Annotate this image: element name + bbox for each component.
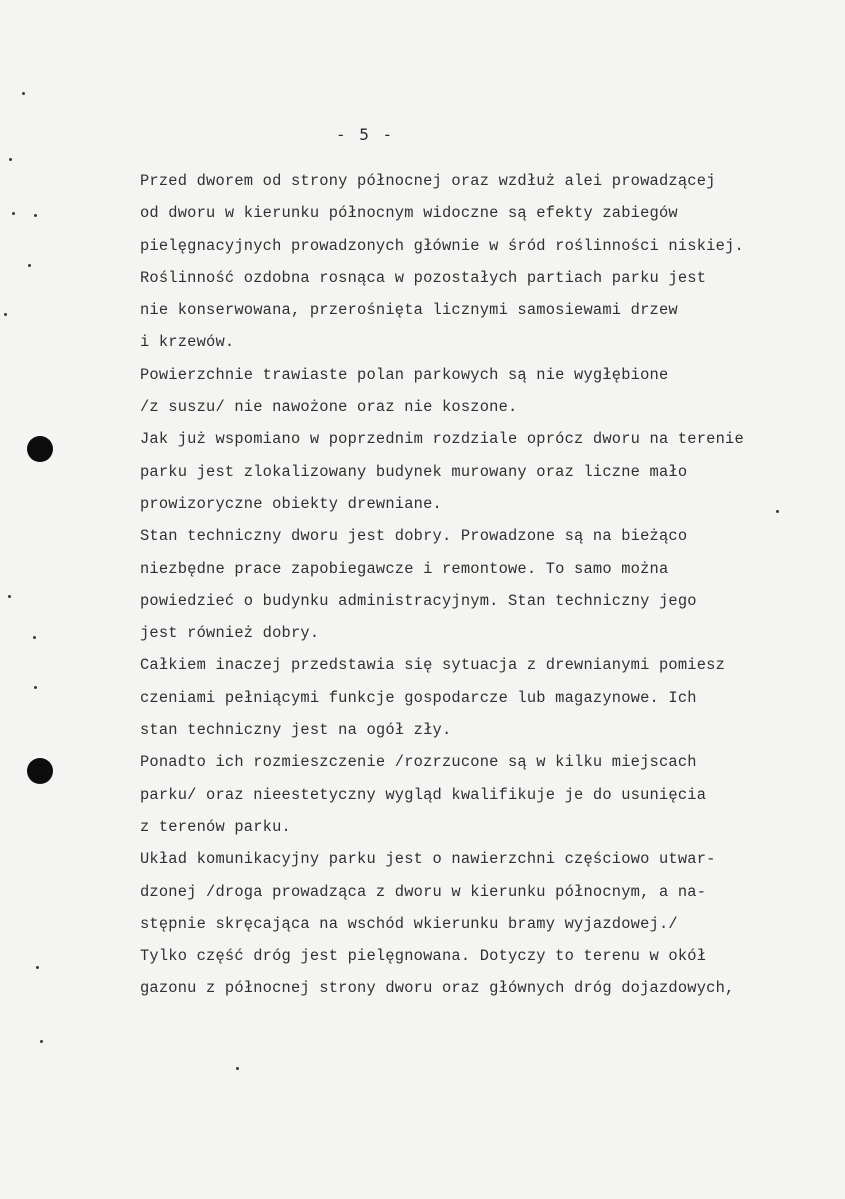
speck	[8, 595, 11, 598]
text-line: /z suszu/ nie nawożone oraz nie koszone.	[140, 398, 518, 417]
speck	[9, 158, 12, 161]
text-line: powiedzieć o budynku administracyjnym. Stan techniczny jego	[140, 591, 697, 610]
speck	[12, 212, 15, 215]
speck	[4, 313, 7, 316]
text-line: parku jest zlokalizowany budynek murowany oraz liczne mało	[140, 462, 688, 481]
text-line: Przed dworem od strony północnej oraz wzdłuż alei prowadzącej	[140, 172, 716, 190]
text-line: Powierzchnie trawiaste polan parkowych są nie wygłębione	[140, 365, 669, 384]
text-line: Roślinność ozdobna rosnąca w pozostałych partiach parku jest	[140, 268, 707, 287]
text-line: niezbędne prace zapobiegawcze i remontowe. To samo można	[140, 559, 669, 578]
page-number: - 5 -	[336, 125, 395, 144]
text-line: Tylko część dróg jest pielęgnowana. Dotyczy to terenu w okół	[140, 947, 707, 966]
text-line: Całkiem inaczej przedstawia się sytuacja z drewnianymi pomiesz	[140, 656, 726, 675]
speck	[33, 636, 36, 639]
speck	[236, 1067, 239, 1070]
punch-hole-bottom	[27, 758, 53, 784]
text-line: Jak już wspomiano w poprzednim rozdziale oprócz dworu na terenie	[140, 430, 744, 449]
text-line: Układ komunikacyjny parku jest o nawierzchni częściowo utwar-	[140, 850, 716, 869]
speck	[34, 686, 37, 689]
speck	[36, 966, 39, 969]
speck	[34, 214, 37, 217]
text-line: czeniami pełniącymi funkcje gospodarcze lub magazynowe. Ich	[140, 688, 697, 707]
speck	[40, 1040, 43, 1043]
text-line: nie konserwowana, przerośnięta licznymi samosiewami drzew	[140, 301, 678, 320]
text-line: Ponadto ich rozmieszczenie /rozrzucone są w kilku miejscach	[140, 753, 697, 772]
speck	[22, 92, 25, 95]
text-line: gazonu z północnej strony dworu oraz głównych dróg dojazdowych,	[140, 979, 735, 998]
text-line: z terenów parku.	[140, 817, 291, 836]
text-line: i krzewów.	[140, 333, 235, 352]
text-line: prowizoryczne obiekty drewniane.	[140, 494, 442, 513]
punch-hole-top	[27, 436, 53, 462]
body-text	[140, 165, 830, 1005]
text-line: dzonej /droga prowadząca z dworu w kierunku północnym, a na-	[140, 882, 707, 901]
text-line: parku/ oraz nieestetyczny wygląd kwalifikuje je do usunięcia	[140, 785, 707, 804]
text-line: stan techniczny jest na ogół zły.	[140, 721, 452, 740]
text-line: jest również dobry.	[140, 624, 320, 643]
text-line: stępnie skręcająca na wschód wkierunku bramy wyjazdowej./	[140, 914, 678, 933]
speck	[28, 264, 31, 267]
text-line: pielęgnacyjnych prowadzonych głównie w śród roślinności niskiej.	[140, 236, 744, 255]
text-line: Stan techniczny dworu jest dobry. Prowadzone są na bieżąco	[140, 527, 688, 546]
text-line: od dworu w kierunku północnym widoczne są efekty zabiegów	[140, 204, 678, 223]
